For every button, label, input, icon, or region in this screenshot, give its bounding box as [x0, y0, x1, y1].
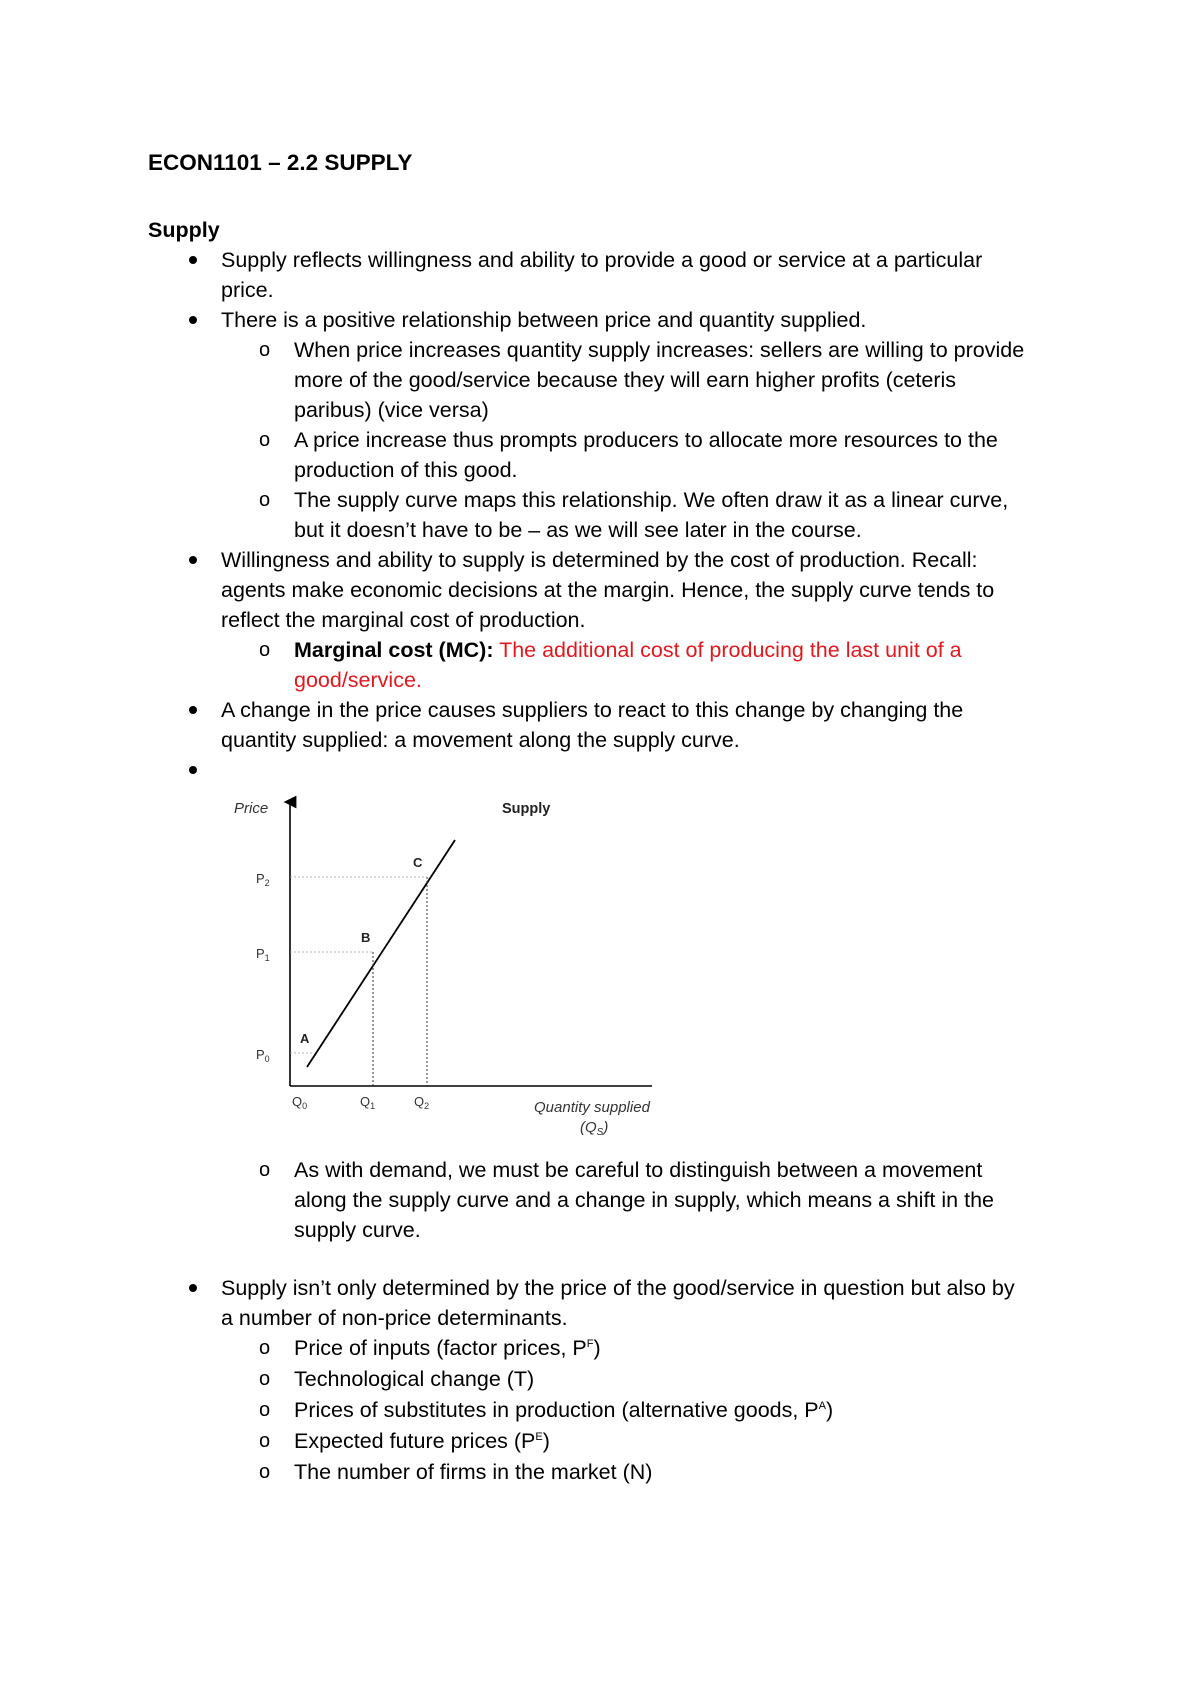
bullet-marker [189, 556, 197, 564]
bullet-marker [189, 766, 197, 774]
y-tick-label: $P_0$ [256, 1047, 270, 1064]
bullet-6-line-2: a number of non-price determinants. [221, 1306, 568, 1330]
determinant-text: Price of inputs (factor prices, P [294, 1336, 587, 1360]
bullet-2-line-1: There is a positive relationship between price and quantity supplied. [221, 308, 867, 332]
sub-bullet-marker: o [259, 1337, 271, 1359]
bullet-4-line-1: A change in the price causes suppliers to react to this change by changing the [221, 698, 964, 722]
sub-bullet-marker: o [259, 1399, 271, 1421]
sub-2-2-line-1: A price increase thus prompts producers to allocate more resources to the [294, 428, 998, 452]
determinant-sup: E [535, 1430, 543, 1443]
bullet-marker [189, 316, 197, 324]
bullet-1-line-2: price. [221, 278, 274, 302]
sub-bullet-marker: o [259, 1430, 271, 1452]
determinant-number-of-firms: The number of firms in the market (N) [294, 1460, 653, 1484]
section-heading: Supply [148, 218, 220, 242]
sub-bullet-marker: o [259, 639, 271, 661]
x-axis-unit-open: (Q [580, 1119, 597, 1136]
x-axis-unit-close: ) [603, 1119, 609, 1136]
sub-bullet-marker: o [259, 489, 271, 511]
point-label-b: B [361, 930, 371, 945]
determinant-end: ) [825, 1398, 834, 1422]
bullet-6-line-1: Supply isn’t only determined by the price of the good/service in question but also by [221, 1276, 1015, 1300]
supply-curve [307, 840, 455, 1067]
determinant-technology: Technological change (T) [294, 1367, 535, 1391]
sub-bullet-marker: o [259, 429, 271, 451]
supply-series-label: Supply [502, 801, 551, 817]
mc-definition-line-2: good/service. [294, 668, 422, 692]
determinant-text: Expected future prices (P [294, 1429, 536, 1453]
sub-2-1-line-2: more of the good/service because they will earn higher profits (ceteris [294, 368, 957, 392]
point-label-a: A [300, 1031, 310, 1046]
determinant-sup: F [586, 1337, 594, 1350]
sub-5-1-line-3: supply curve. [294, 1218, 421, 1242]
mc-term: Marginal cost (MC): [294, 638, 494, 662]
y-tick-label: $P_2$ [256, 871, 270, 888]
y-axis-label: Price [234, 800, 269, 817]
determinant-substitutes [294, 1396, 833, 1425]
determinant-text: Prices of substitutes in production (alternative goods, P [294, 1398, 819, 1422]
x-axis-unit-sub: S [596, 1127, 604, 1138]
y-tick-label: $P_1$ [256, 946, 270, 963]
sub-2-2-line-2: production of this good. [294, 458, 518, 482]
determinant-end: ) [542, 1429, 550, 1453]
mc-definition: The additional cost of producing the last unit of a [499, 638, 962, 662]
determinant-factor-prices [294, 1334, 601, 1363]
sub-2-1-line-1: When price increases quantity supply increases: sellers are willing to provide [294, 338, 1025, 362]
bullet-3-line-2: agents make economic decisions at the margin. Hence, the supply curve tends to [221, 578, 995, 602]
bullet-marker [189, 256, 197, 264]
determinant-expected-prices [294, 1427, 550, 1456]
x-tick-label: $Q_0$ [292, 1094, 308, 1111]
sub-bullet-marker: o [259, 1368, 271, 1390]
supply-chart [220, 790, 720, 1140]
sub-2-1-line-3: paribus) (vice versa) [294, 398, 489, 422]
x-tick-label: $Q_1$ [360, 1094, 376, 1111]
bullet-1-line-1: Supply reflects willingness and ability to provide a good or service at a particular [221, 248, 983, 272]
sub-bullet-marker: o [259, 1159, 271, 1181]
bullet-3-line-3: reflect the marginal cost of production. [221, 608, 586, 632]
bullet-4-line-2: quantity supplied: a movement along the supply curve. [221, 728, 740, 752]
determinant-end: ) [593, 1336, 601, 1360]
x-tick-label: $Q_2$ [414, 1094, 430, 1111]
sub-5-1-line-2: along the supply curve and a change in supply, which means a shift in the [294, 1188, 994, 1212]
x-axis-label-text: Quantity supplied [534, 1099, 650, 1116]
point-label-c: C [413, 855, 423, 870]
sub-bullet-marker: o [259, 1461, 271, 1483]
bullet-marker [189, 1284, 197, 1292]
sub-2-3-line-2: but it doesn’t have to be – as we will see later in the course. [294, 518, 862, 542]
page-title: ECON1101 – 2.2 SUPPLY [148, 150, 413, 175]
bullet-marker [189, 706, 197, 714]
x-axis-label [534, 1099, 651, 1116]
sub-2-3-line-1: The supply curve maps this relationship. We often draw it as a linear curve, [294, 488, 1009, 512]
bullet-3-line-1: Willingness and ability to supply is determined by the cost of production. Recall: [221, 548, 978, 572]
x-axis-label-unit [580, 1119, 608, 1138]
sub-bullet-marker: o [259, 339, 271, 361]
determinant-sup: A [818, 1399, 826, 1412]
sub-5-1-line-1: As with demand, we must be careful to distinguish between a movement [294, 1158, 983, 1182]
mc-definition-line-1 [294, 636, 962, 665]
